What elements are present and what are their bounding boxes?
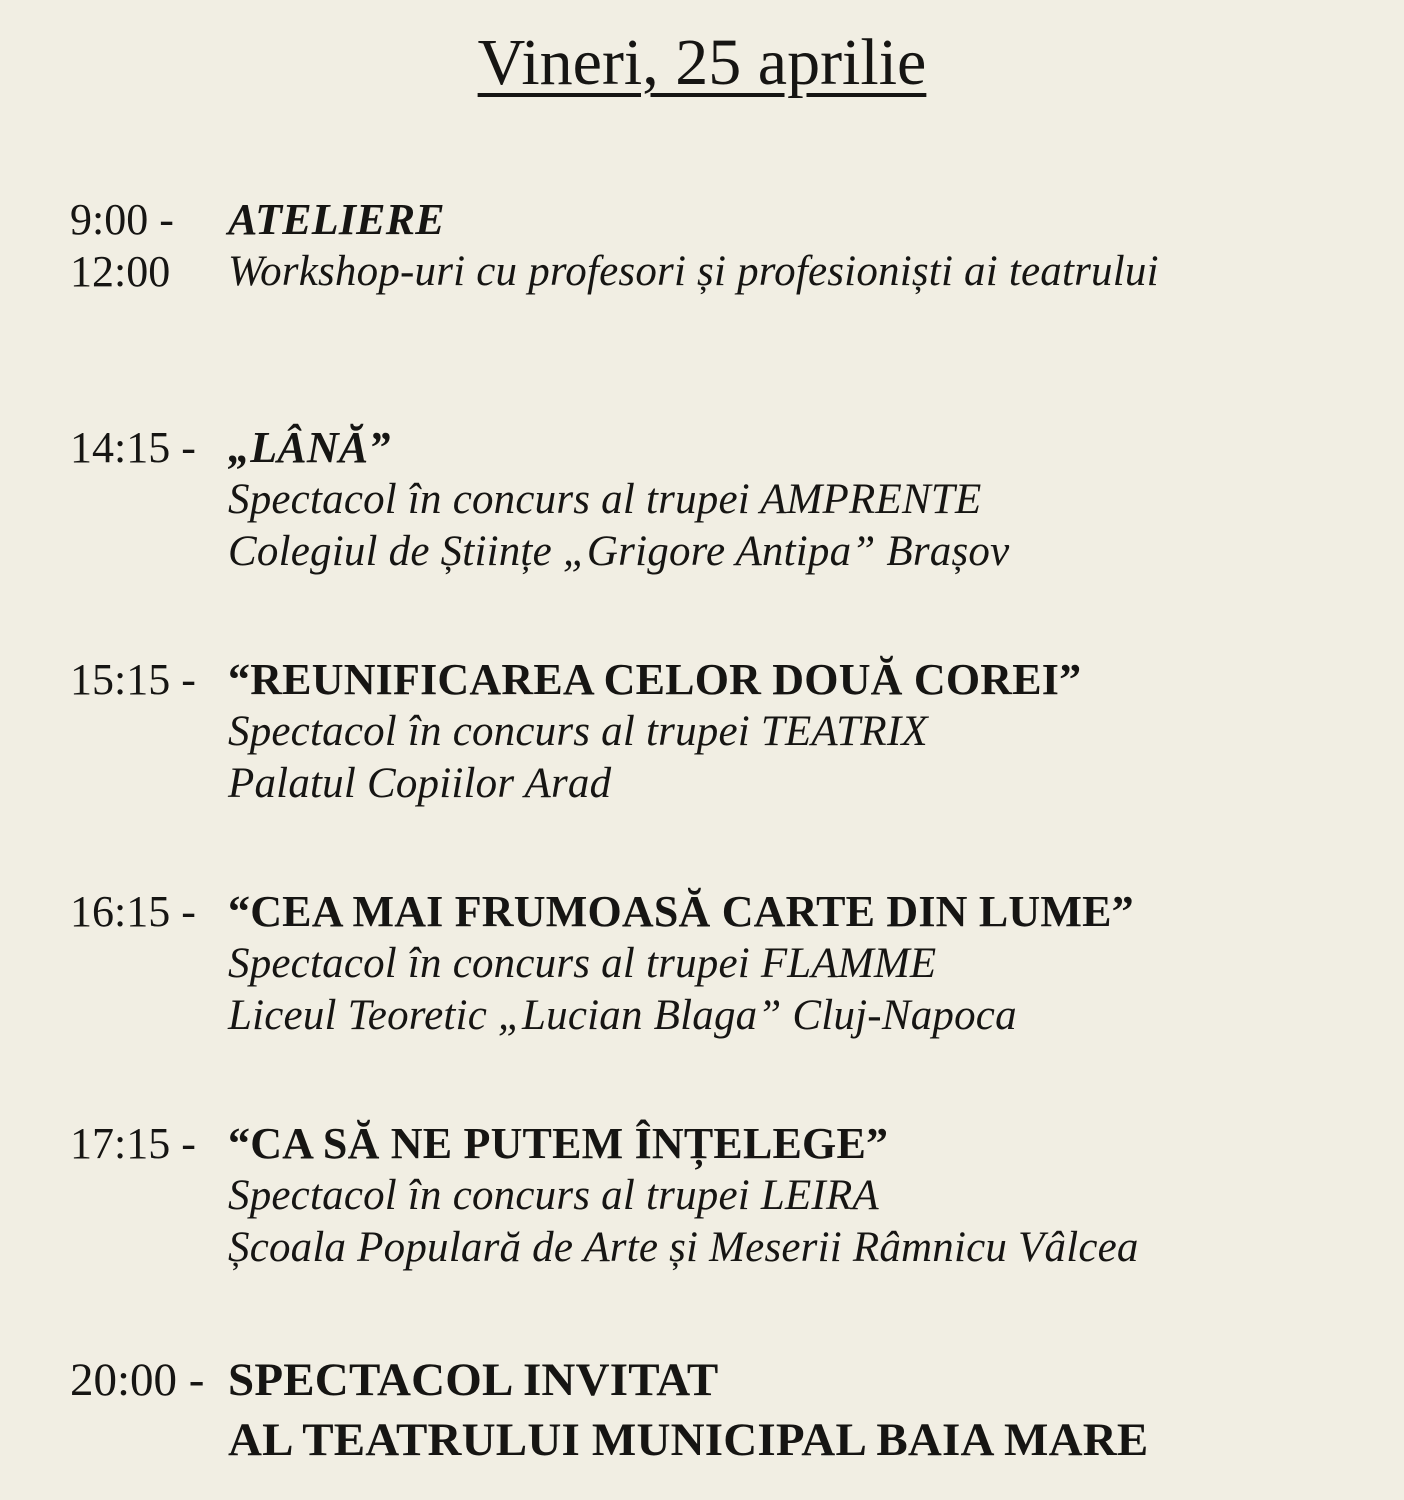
event-title: SPECTACOL INVITAT [228,1354,719,1406]
event-detail: Spectacol în concurs al trupei AMPRENTE [228,476,982,523]
event-content [228,654,1081,810]
page-title: Vineri, 25 aprilie [477,26,927,99]
schedule-row [70,1350,1404,1470]
event-content [228,1118,1139,1274]
event-time [70,194,228,298]
schedule-row [70,1118,1404,1274]
event-detail: Spectacol în concurs al trupei TEATRIX [228,708,928,755]
event-content [228,886,1134,1042]
schedule-row [70,194,1404,298]
event-detail: Spectacol în concurs al trupei FLAMME [228,940,937,987]
event-time [70,654,228,706]
event-time-start: 15:15 - [70,655,196,704]
event-time-start: 9:00 - [70,195,174,244]
event-time-start: 17:15 - [70,1119,196,1168]
event-time [70,1118,228,1170]
event-detail: Liceul Teoretic „Lucian Blaga” Cluj-Napoca [228,992,1017,1039]
event-content [228,194,1159,298]
event-content [228,422,1009,578]
event-detail: Școala Populară de Arte și Meserii Râmnicu Vâlcea [228,1224,1139,1271]
event-detail: Colegiul de Științe „Grigore Antipa” Brașov [228,528,1010,575]
event-title-line2: AL TEATRULUI MUNICIPAL BAIA MARE [228,1414,1149,1466]
event-time-start: 16:15 - [70,887,196,936]
event-time [70,1350,228,1410]
event-time-start: 14:15 - [70,423,196,472]
event-detail: Workshop-uri cu profesori și profesioniști ai teatrului [228,248,1159,295]
event-title: “CA SĂ NE PUTEM ÎNȚELEGE” [228,1119,889,1168]
event-time [70,422,228,474]
schedule-list [0,194,1404,1470]
event-time-start: 20:00 - [70,1354,205,1406]
event-title: “REUNIFICAREA CELOR DOUĂ COREI” [228,655,1082,704]
event-detail: Palatul Copiilor Arad [228,760,612,807]
schedule-row [70,422,1404,578]
event-time [70,886,228,938]
schedule-row [70,886,1404,1042]
event-title: “CEA MAI FRUMOASĂ CARTE DIN LUME” [228,887,1134,936]
schedule-row [70,654,1404,810]
event-time-end: 12:00 [70,247,171,296]
event-content [228,1350,1148,1470]
event-detail: Spectacol în concurs al trupei LEIRA [228,1172,879,1219]
event-title: „LÂNĂ” [228,423,391,472]
event-title: ATELIERE [228,195,445,244]
